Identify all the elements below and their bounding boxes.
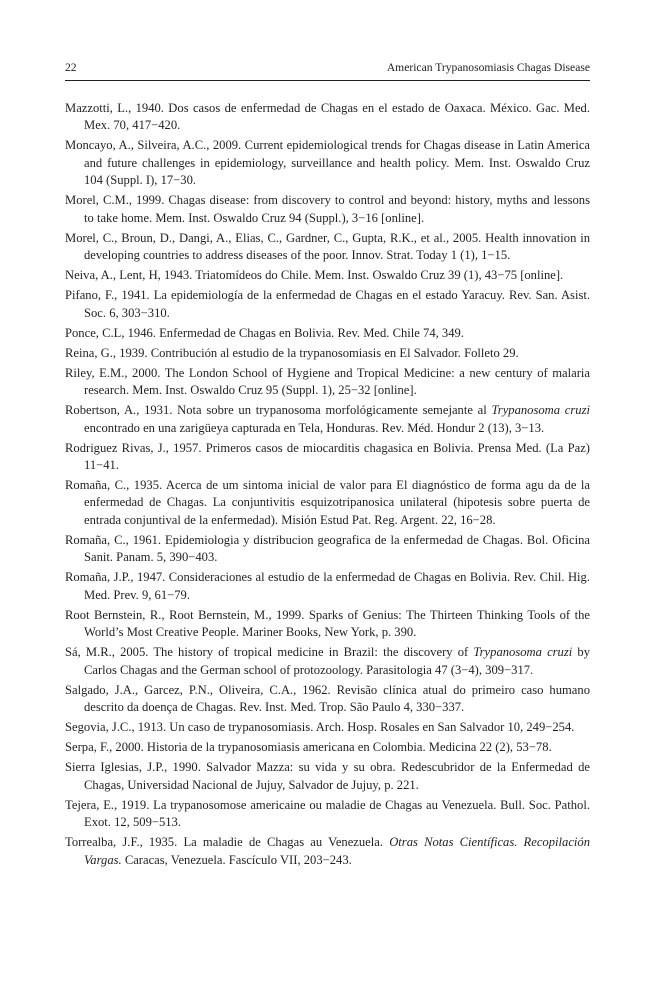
reference-text: Robertson, A., 1931. Nota sobre un trypanosoma morfológicamente semejante al — [65, 403, 492, 418]
reference-text: Sá, M.R., 2005. The history of tropical medicine in Brazil: the discovery of — [65, 645, 474, 660]
reference-text: Torrealba, J.F., 1935. La maladie de Chagas au Venezuela. — [65, 835, 390, 850]
reference-text: Riley, E.M., 2000. The London School of Hygiene and Tropical Medicine: a new century of malaria research. Mem. Inst. Oswaldo Cruz 95 (Suppl. 1), 25−32 [online]. — [65, 365, 590, 398]
reference-entry — [65, 440, 590, 475]
reference-entry — [65, 532, 590, 567]
reference-text: Romaña, C., 1961. Epidemiologia y distribucion geografica de la enfermedad de Chagas. Bol. Oficina Sanit. Panam. 5, 390−403. — [65, 532, 590, 565]
reference-text: by Carlos Chagas and the German school of protozoology. Parasitologia 47 (3−4), 309−317. — [84, 645, 591, 677]
reference-text: Caracas, Venezuela. Fascículo VII, 203−243. — [121, 852, 352, 867]
reference-text: Morel, C.M., 1999. Chagas disease: from discovery to control and beyond: history, myths and lessons to take home. Mem. Inst. Oswaldo Cruz 94 (Suppl.), 3−16 [online]. — [65, 193, 590, 225]
header-rule — [65, 80, 590, 81]
reference-text: Serpa, F., 2000. Historia de la trypanosomiasis americana en Colombia. Medicina 22 (2), 53−78. — [65, 740, 552, 755]
reference-text: Segovia, J.C., 1913. Un caso de trypanosomiasis. Arch. Hosp. Rosales en San Salvador 10, 249−254. — [65, 720, 575, 735]
running-head — [65, 60, 590, 76]
reference-text: Rodriguez Rivas, J., 1957. Primeros casos de miocarditis chagasica en Bolivia. Prensa Med. (La Paz) 11−41. — [65, 440, 590, 473]
reference-text: Neiva, A., Lent, H, 1943. Triatomídeos do Chile. Mem. Inst. Oswaldo Cruz 39 (1), 43−75 [online]. — [65, 268, 564, 283]
reference-entry — [65, 759, 590, 794]
reference-text: Mazzotti, L., 1940. Dos casos de enfermedad de Chagas en el estado de Oaxaca. México. Gac. Med. Mex. 70, 417−420. — [65, 101, 590, 133]
reference-text: Sierra Iglesias, J.P., 1990. Salvador Mazza: su vida y su obra. Redescubridor de la Enfermedad de Chagas, Universidad Nacional de Jujuy, Salvador de Jujuy, p. 221. — [65, 760, 590, 792]
reference-entry — [65, 569, 590, 604]
reference-italic-text: Otras Notas Científicas. Recopilación Vargas. — [84, 835, 591, 867]
reference-entry — [65, 365, 590, 400]
reference-entry — [65, 137, 590, 189]
reference-text: Reina, G., 1939. Contribución al estudio de la trypanosomiasis en El Salvador. Folleto 29. — [65, 345, 519, 360]
reference-text: Root Bernstein, R., Root Bernstein, M., 1999. Sparks of Genius: The Thirteen Thinking Tools of the World’s Most Creative People. Mariner Books, New York, p. 390. — [65, 607, 590, 640]
reference-text: Salgado, J.A., Garcez, P.N., Oliveira, C.A., 1962. Revisão clínica atual do primeiro caso humano descrito da doença de Chagas. Rev. Inst. Med. Trop. São Paulo 4, 330−337. — [65, 682, 590, 714]
reference-text: Romaña, J.P., 1947. Consideraciones al estudio de la enfermedad de Chagas en Bolivia. Rev. Chil. Hig. Med. Prev. 9, 61−79. — [65, 570, 590, 602]
reference-entry — [65, 477, 590, 529]
reference-text: Tejera, E., 1919. La trypanosomose americaine ou maladie de Chagas au Venezuela. Bull. Soc. Pathol. Exot. 12, 509−513. — [65, 797, 590, 830]
reference-entry — [65, 607, 590, 642]
reference-entry — [65, 345, 590, 362]
reference-list — [65, 100, 590, 872]
running-title: American Trypanosomiasis Chagas Disease — [386, 61, 590, 74]
reference-entry — [65, 267, 590, 284]
reference-entry — [65, 100, 590, 135]
reference-text: Ponce, C.L, 1946. Enfermedad de Chagas en Bolivia. Rev. Med. Chile 74, 349. — [65, 325, 464, 340]
reference-entry — [65, 834, 590, 869]
reference-text: Moncayo, A., Silveira, A.C., 2009. Current epidemiological trends for Chagas disease in Latin America and future challenges in epidemiology, surveillance and health policy. Mem. Inst. Oswaldo Cruz 104 (Suppl. I), 17−30. — [65, 138, 590, 188]
reference-text: Romaña, C., 1935. Acerca de um sintoma inicial de valor para El diagnóstico de forma agu da de la enfermedad de Chagas. La conjuntivitis esquizotripanosica unilateral (hipotesis sobre puerta de entrada conjuntival de la enfermedad). Misión Estud Pat. Reg. Argent. 22, 16−28. — [65, 478, 590, 527]
reference-italic-text: Trypanosoma cruzi — [491, 403, 590, 418]
reference-entry — [65, 402, 590, 437]
reference-text: Pifano, F., 1941. La epidemiología de la enfermedad de Chagas en el estado Yaracuy. Rev. San. Asist. Soc. 6, 303−310. — [65, 288, 590, 320]
reference-entry — [65, 644, 590, 679]
reference-entry — [65, 797, 590, 832]
reference-text: encontrado en una zarigüeya capturada en Tela, Honduras. Rev. Méd. Hondur 2 (13), 3−13. — [84, 420, 545, 435]
reference-entry — [65, 287, 590, 322]
page-number: 22 — [65, 61, 77, 74]
reference-entry — [65, 739, 590, 756]
reference-entry — [65, 230, 590, 265]
reference-text: Morel, C., Broun, D., Dangi, A., Elias, C., Gardner, C., Gupta, R.K., et al., 2005. Health innovation in developing countries to address diseases of the poor. Innov. Strat. Today 1 (1), 1−15. — [65, 230, 590, 262]
reference-italic-text: Trypanosoma cruzi — [473, 645, 573, 660]
reference-entry — [65, 719, 590, 736]
reference-entry — [65, 325, 590, 342]
reference-entry — [65, 682, 590, 717]
reference-entry — [65, 192, 590, 227]
